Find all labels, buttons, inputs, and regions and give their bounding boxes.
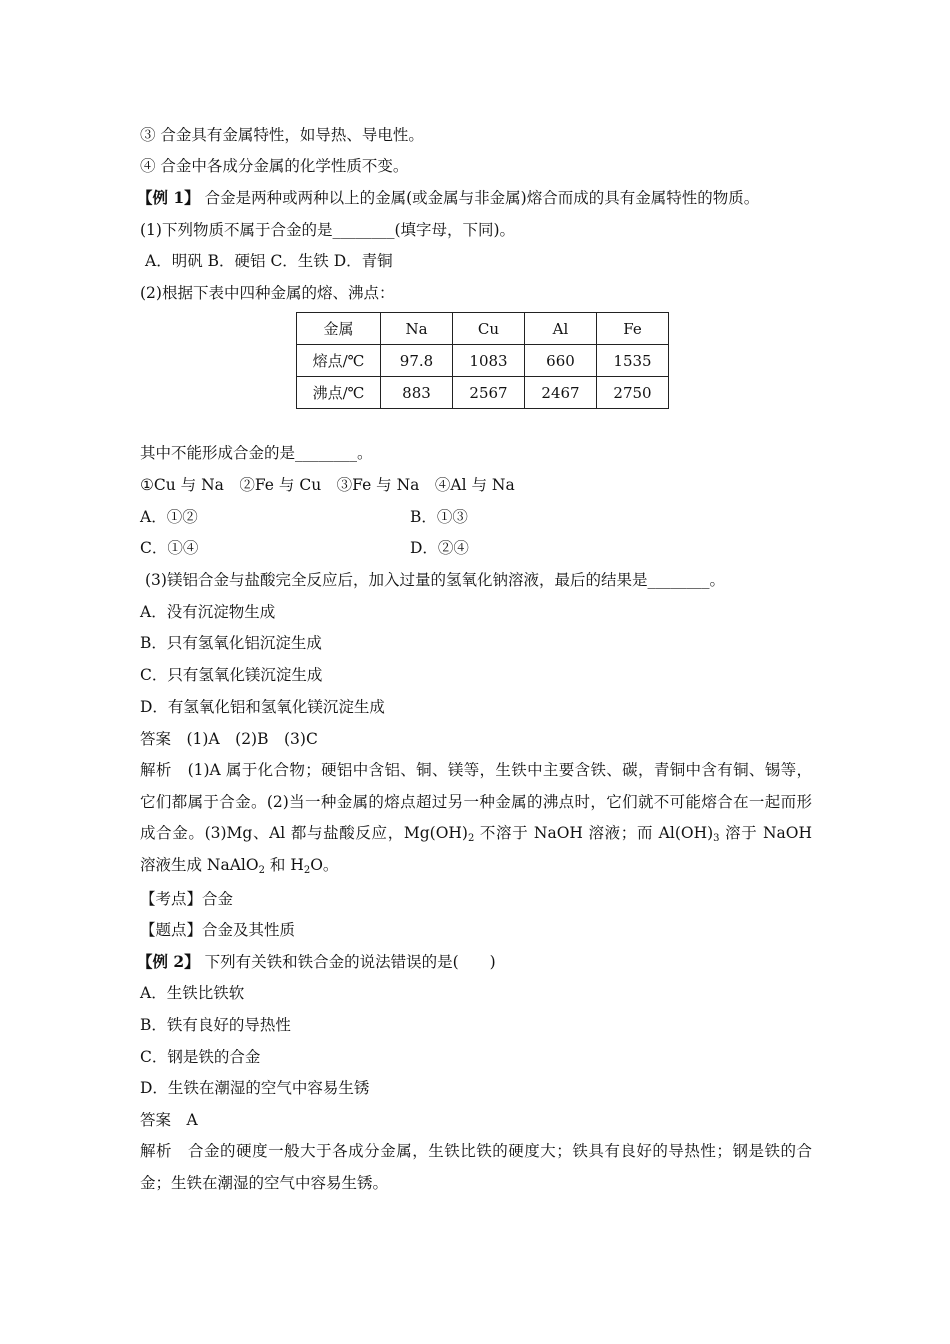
example-1-label: 【例 1】 bbox=[137, 188, 200, 207]
analysis-text: O。 bbox=[310, 856, 339, 875]
analysis-text: (1)A 属于化合物；硬铝中含铝、铜、镁等，生铁中主要含铁、碳，青铜中含有铜、锡等，它们都属于合金。(2)当一种金属的熔点超过另一种金属的沸点时，它们就不可能熔合在一起而形成合金。(3)Mg、Al 都与盐酸反应，Mg(OH) bbox=[140, 761, 812, 843]
table-cell: 660 bbox=[525, 345, 597, 377]
intro-line-4: ④ 合金中各成分金属的化学性质不变。 bbox=[140, 157, 409, 175]
tidian: 【题点】合金及其性质 bbox=[140, 921, 296, 939]
example-2-text: 下列有关铁和铁合金的说法错误的是( ) bbox=[204, 953, 496, 971]
question-1-options: A．明矾 B．硬铝 C．生铁 D．青铜 bbox=[145, 252, 393, 270]
table-cell: Al bbox=[525, 313, 597, 345]
ex2-option-a: A．生铁比铁软 bbox=[140, 984, 245, 1002]
question-2-ask: 其中不能形成合金的是________。 bbox=[140, 444, 373, 462]
question-3: (3)镁铝合金与盐酸完全反应后，加入过量的氢氧化钠溶液，最后的结果是________。 bbox=[145, 571, 725, 589]
example-1-answer: 答案 (1)A (2)B (3)C bbox=[140, 730, 318, 748]
table-cell: 2750 bbox=[597, 377, 669, 409]
table-cell: Na bbox=[381, 313, 453, 345]
example-1-stem bbox=[137, 188, 759, 208]
analysis-label: 解析 bbox=[140, 761, 172, 779]
kaodian: 【考点】合金 bbox=[140, 890, 234, 908]
analysis-text: 溶于 NaOH 溶液生成 NaAlO bbox=[140, 824, 812, 875]
option-a: A．①② bbox=[140, 508, 198, 526]
table-cell: 金属 bbox=[297, 313, 381, 345]
option-c: C．①④ bbox=[140, 539, 199, 557]
melting-boiling-table bbox=[296, 312, 669, 409]
question-2: (2)根据下表中四种金属的熔、沸点： bbox=[140, 284, 395, 302]
table-row bbox=[297, 377, 669, 409]
example-2-analysis: 解析 合金的硬度一般大于各成分金属，生铁比铁的硬度大；铁具有良好的导热性；钢是铁的合金；生铁在潮湿的空气中容易生锈。 bbox=[140, 1142, 812, 1192]
analysis-text: 和 H bbox=[264, 856, 304, 875]
subscript: 2 bbox=[258, 865, 265, 877]
table-cell: Cu bbox=[453, 313, 525, 345]
ex2-option-d: D．生铁在潮湿的空气中容易生锈 bbox=[140, 1079, 370, 1097]
table-cell: 沸点/℃ bbox=[297, 377, 381, 409]
table-cell: 2467 bbox=[525, 377, 597, 409]
table-row bbox=[297, 345, 669, 377]
analysis-text: 不溶于 NaOH 溶液；而 Al(OH) bbox=[474, 824, 714, 843]
table-cell: 熔点/℃ bbox=[297, 345, 381, 377]
intro-line-3: ③ 合金具有金属特性，如导热、导电性。 bbox=[140, 126, 424, 144]
table-cell: 97.8 bbox=[381, 345, 453, 377]
table-cell: 883 bbox=[381, 377, 453, 409]
question-1: (1)下列物质不属于合金的是________(填字母，下同)。 bbox=[140, 221, 516, 239]
table-cell: 2567 bbox=[453, 377, 525, 409]
q3-option-b: B．只有氢氧化铝沉淀生成 bbox=[140, 634, 322, 652]
table-cell: Fe bbox=[597, 313, 669, 345]
q3-option-a: A．没有沉淀物生成 bbox=[140, 603, 276, 621]
table-header-row bbox=[297, 313, 669, 345]
ex2-option-b: B．铁有良好的导热性 bbox=[140, 1016, 291, 1034]
q3-option-c: C．只有氢氧化镁沉淀生成 bbox=[140, 666, 323, 684]
example-2-label: 【例 2】 bbox=[137, 952, 200, 971]
example-2-answer: 答案 A bbox=[140, 1111, 198, 1129]
subscript: 2 bbox=[303, 865, 311, 877]
table-cell: 1535 bbox=[597, 345, 669, 377]
q3-option-d: D．有氢氧化铝和氢氧化镁沉淀生成 bbox=[140, 698, 385, 716]
option-d: D．②④ bbox=[410, 539, 469, 557]
option-b: B．①③ bbox=[410, 508, 468, 526]
question-2-items: ①Cu 与 Na ②Fe 与 Cu ③Fe 与 Na ④Al 与 Na bbox=[140, 476, 515, 494]
example-1-analysis bbox=[140, 755, 812, 882]
ex2-option-c: C．钢是铁的合金 bbox=[140, 1048, 261, 1066]
subscript: 2 bbox=[467, 833, 475, 845]
subscript: 3 bbox=[713, 833, 720, 845]
table-cell: 1083 bbox=[453, 345, 525, 377]
example-2-stem bbox=[137, 952, 496, 972]
example-1-text: 合金是两种或两种以上的金属(或金属与非金属)熔合而成的具有金属特性的物质。 bbox=[204, 189, 760, 207]
